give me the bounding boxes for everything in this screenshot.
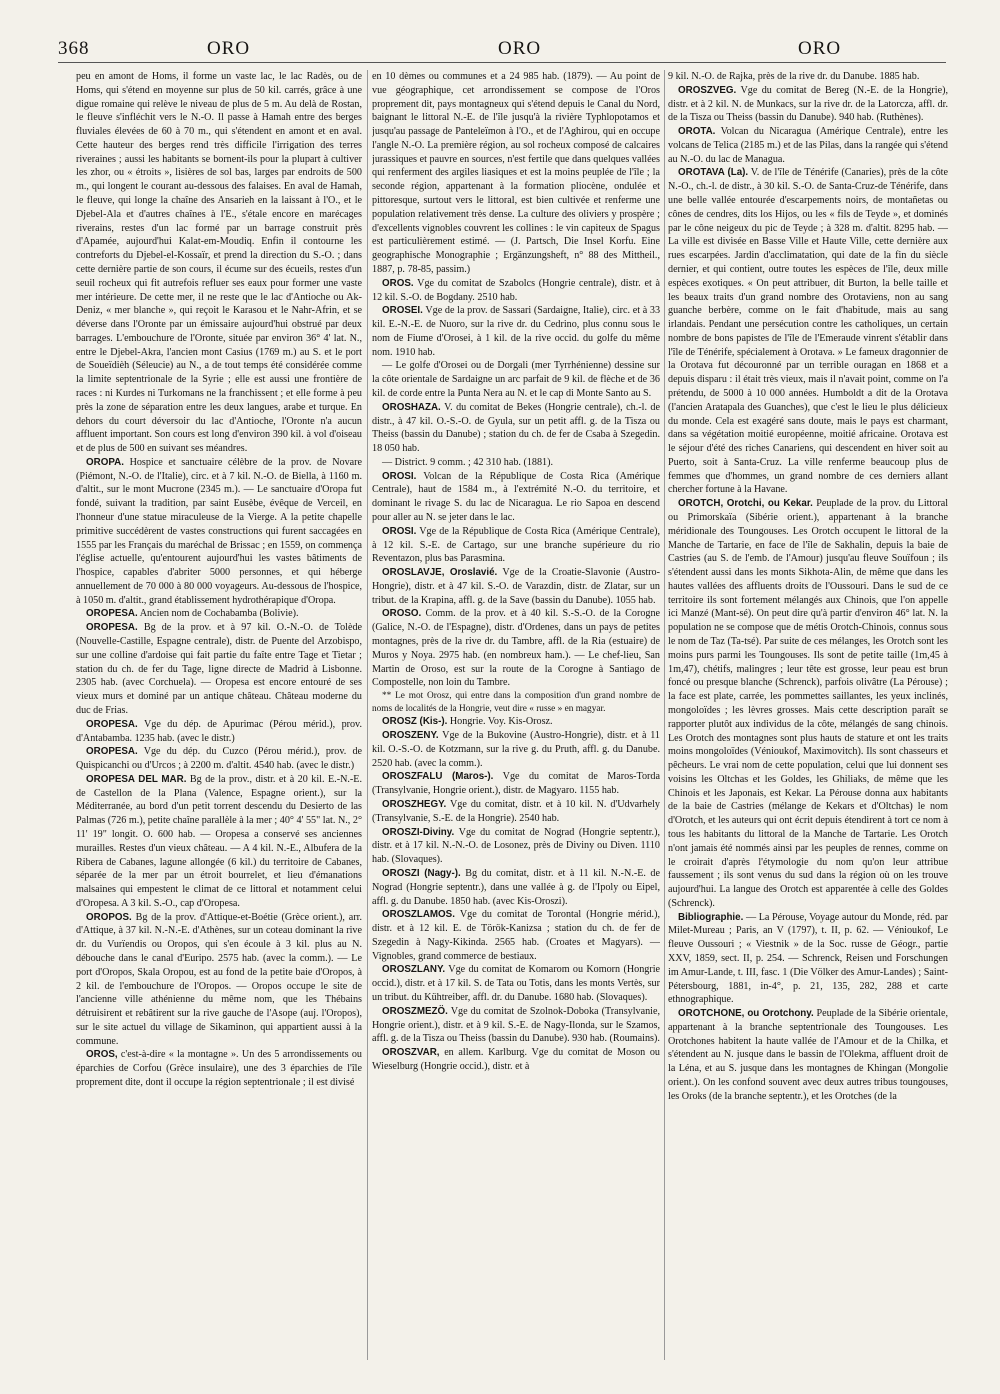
entry-text: — Le golfe d'Orosei ou de Dorgali (mer Tyrrhénienne) dessine sur la côte orientale de Sardaigne un arc parfait de 9 kil. de flèche et de 36 kil. de corde entre la Punta Nera au N. et le cap di Monte Santo au S. — [372, 360, 660, 399]
entry-headword: OROSZFALU (Maros-). — [382, 771, 494, 783]
entry-text: — La Pérouse, Voyage autour du Monde, réd. par Milet-Mureau ; Paris, an V (1797), t. II, p. 62. — Vénioukof, Le fleuve Oussouri ; « Viestnik » de la Soc. russe de Géogr., partie XXV, 1859, sect. II, p. 254. — Schrenck, Reisen und Forschungen im Amur-Lande, t. III, fasc. 1 (Die Völker des Amur-Landes) ; Saint-Pétersbourg, 1881, in-4°, p. 21, 135, 282, 288 et carte ethnographique. — [668, 911, 948, 1006]
dictionary-entry — [76, 1048, 362, 1089]
dictionary-entry — [76, 773, 362, 911]
entry-text: Peuplade de la prov. du Littoral ou Primorskaïa (Sibérie orient.), appartenant à la branche méridionale des Toungouses. Les Orotch occupent le littoral de la Manche de Tartarie, en face de l'île de Sakhalin, depuis la baie de Castries (au S. de l'emb. de l'Amour) jusqu'au fleuve Souïfoun ; ils s'étendent aussi dans les monts Sikhota-Alin, de même que dans les hautes vallées des affluents droits de l'Oussouri. Dans le sud de ce territoire ils sont fortement mélangés aux Chinois, que l'on appelle ici Manzé (Mant-sé). On peut dire qu'à partir d'environ 46° lat. N. la population ne se compose que de métis Orotch-Chinois, connus sous le nom de Taz (Ta-tsé). Par suite de ces mélanges, les Orotch sont les moins purs parmi les Toungouses. Ils sont de petite taille (1m,45 à 1m,47), chétifs, malingres ; leur tête est grosse, leur peau est brun foncé ou presque blanche (Schrenck), parfois olivâtre (La Pérouse) ; la face est plate, carrée, les pommettes saillantes, les yeux inclinés, mongoloïdes ; les lèvres grosses. Mais cette description paraît se rapporter plutôt aux individus de la côte, mélangés de sang chinois. Les Orotch des montagnes sont plus hauts de stature et ont les traits moins mongoloïdes (Vénioukof, Maximovitch). Ils sont chasseurs et pêcheurs. Le vrai nom de cette population, celui que lui donnent ses voisins les Oltchas et les Goldes, les Ghiliaks, de même que les Chinois et les Japonais, est Kekar. La Pérouse donna aux habitants de la baie de Castries (mélange de Kekars et d'Oltchas) le nom d'Orotch, et les auteurs qui ont écrit depuis étendirent à tort ce nom à tous les habitants du littoral de la Manche de Tartarie. Les Orotch n'ont jamais été nommés ainsi par les peuples de rennes, comme on le croirait d'après l'étymologie du nom qu'on leur attribue faussement ; ils sont venus du sud dans la région où on les trouve aujourd'hui. La langue des Orotch est apparentée à celle des Goldes (Schrenck). — [668, 498, 948, 909]
dictionary-entry — [76, 456, 362, 608]
column-divider — [664, 70, 665, 1360]
dictionary-entry — [372, 770, 660, 798]
entry-text: Vge du comitat, distr. et à 10 kil. N. d'Udvarhely (Transylvanie, S.-E. de la Hongrie). 2540 hab. — [372, 799, 660, 824]
dictionary-entry — [372, 566, 660, 607]
entry-headword: OROSI. — [382, 470, 417, 482]
entry-text: Vge du dép. de Apurimac (Pérou mérid.), prov. d'Antabamba. 1235 hab. (avec le distr.) — [76, 718, 362, 744]
text-column-1 — [76, 70, 362, 1360]
dictionary-entry — [372, 277, 660, 305]
dictionary-entry — [668, 911, 948, 1007]
entry-text: 9 kil. N.-O. de Rajka, près de la rive dr. du Danube. 1885 hab. — [668, 71, 920, 82]
entry-text: Ancien nom de Cochabamba (Bolivie). — [139, 608, 299, 620]
entry-headword: OROSO. — [382, 608, 422, 620]
entry-headword: OROSZENY. — [382, 730, 439, 742]
entry-headword: OROPESA. — [86, 718, 138, 730]
entry-headword: OROTCH, Orotchi, ou Kekar. — [678, 498, 813, 510]
entry-text: Bg de la prov. d'Attique-et-Boétie (Grèce orient.), arr. d'Attique, à 37 kil. N.-N.-E. d'Athènes, sur un coteau dominant la rive dr. du Vurïendis ou Oropos, qui s'en écoule à 3 kil. plus au N. débouche dans le canal d'Euripo. 2575 hab. (avec la comm.). — Le port d'Oropos, Skala Oropou, est au fond de la petite baie d'Oropos, à 2 kil. de l'embouchure de l'Oropos. — Oropos occupe le site de l'ancienne ville athénienne du même nom, que les Thébains détruisirent et rebâtirent sur la rive gauche de l'Asope (auj. l'Oropos), sur le site actuel du village de Sikaminon, qui appartient aussi à la commune. — [76, 911, 362, 1047]
dictionary-entry — [76, 745, 362, 773]
entry-headword: OROS, — [86, 1049, 118, 1061]
dictionary-entry — [76, 621, 362, 717]
dictionary-entry — [372, 798, 660, 826]
dictionary-entry — [668, 125, 948, 166]
entry-text: c'est-à-dire « la montagne ». Un des 5 arrondissements ou éparchies de Corfou (Grèce insulaire), une des 3 éparchies de l'île proprement dite, dont il occupe la région septentrionale ; il est divisé — [76, 1049, 362, 1089]
dictionary-entry — [372, 867, 660, 908]
entry-headword: OROPOS. — [86, 911, 132, 923]
dictionary-entry — [372, 908, 660, 963]
entry-text: V. de l'île de Ténérife (Canaries), près de la côte N.-O., ch.-l. de distr., à 30 kil. S.-O. de Santa-Cruz-de Ténérife, dans une belle vallée entourée d'escarpements noirs, de montañetas ou cônes de cendres, dits los Hijos, ou les « fils de Teyde », et dominés par le cône neigeux du pic de Teyde ; à 328 m. d'altit. 8295 hab. — La ville est divisée en Basse Ville et Haute Ville, cette dernière aux rues escarpées. Jardin d'acclimatation, qui date de la fin du siècle dernier, et qui contient, outre toutes les espèces de l'île, deux mille espèces exotiques. « On peut attribuer, dit Burton, la belle taille et les beaux traits d'un grand nombre des Orotaviens, non au sang guanche berbère, comme on le fait d'habitude, mais au sang irlandais. Pendant une persécution contre les catholiques, un certain nombre de bons papistes de l'île de l'Emeraude vinrent s'établir dans l'île de Ténérife, spécialement à Orotava. » Le fameux dragonnier de la Orotava fut découronné par un terrible ouragan en 1868 et a depuis disparu : il était très vieux, mais il n'avait point, comme on l'a prétendu, de 5000 à 10 000 années. Humboldt a dit de la Orotava (l'ancien Aratapala des Guanches), que c'est le lieu le plus délicieux du monde. Cela est exagéré sans doute, mais le pays est charmant, dans sa végétation moitié européenne, moitié africaine. Orotava est le séjour d'été des riches Canariens, qui descendent en hiver soit au Puerto, soit à Santa-Cruz. La ville renferme beaucoup plus de femmes que d'hommes, un grand nombre de ces derniers allant chercher fortune à la Havane. — [668, 167, 948, 496]
entry-text: — District. 9 comm. ; 42 310 hab. (1881). — [382, 456, 553, 468]
dictionary-entry — [372, 470, 660, 525]
entry-text: en 10 dèmes ou communes et a 24 985 hab. (1879). — Au point de vue géographique, cet arrondissement se compose de l'Oros proprement dit, pays montagneux qui s'étend depuis le Canal du Nord, baignant le littoral N.-E. de l'île jusqu'à la rivière Typhlopotamos et jusqu'au passage de Panteleïmon à l'O., et de l'Aghirou, qui en occupe l'angle N.-O. La première région, au sol rocheux composé de calcaires jurassiques et pauvre en sources, n'est fertile que dans quelques vallées qui renferment des argiles liasiques et est la moins peuplée de l'île ; la seconde région, appartenant à la formation pliocène, ondulée et pittoresque, surtout vers le littoral, est bien cultivée et renferme une population relativement très dense. La culture des oliviers y prospère ; d'excellents vignobles couvrent les collines : le vin capiteux de Spagus est particulièrement estimé. — (J. Partsch, Die Insel Korfu. Eine geographische Monographie ; Ergänzungsheft, n° 88 des Mittheil., 1887, p. 78-85, passim.) — [372, 71, 660, 275]
dictionary-entry — [372, 826, 660, 867]
entry-headword: OROPESA DEL MAR. — [86, 773, 187, 785]
entry-headword: OROSZVEG. — [678, 84, 737, 96]
entry-text: Vge du comitat de Maros-Torda (Transylvanie, Hongrie orient.), distr. de Magyaro. 1155 hab. — [372, 771, 660, 797]
entry-text: Bg de la prov. et à 97 kil. O.-N.-O. de Tolède (Nouvelle-Castille, Espagne centrale), distr. de Puente del Arzobispo, sur une colline d'ardoise qui fait partie du faîte entre Tage et Tietar ; station du ch. de fer du Tage, ligne directe de Madrid à Lisbonne. 2305 hab. (avec Corchuela). — Oropesa est encore entouré de ses vieux murs et dominé par un antique château. Château moderne du duc de Frias. — [76, 622, 362, 716]
entry-text: Vge du comitat de Nograd (Hongrie septentr.), distr. et à 17 kil. N.-N.-O. de Losonez, près de Diviny ou Diven. 1110 hab. (Slovaques). — [372, 826, 660, 866]
entry-text: Hongrie. Voy. Kis-Orosz. — [449, 716, 553, 728]
entry-headword: OROSEI. — [382, 305, 423, 317]
entry-text: Bg de la prov., distr. et à 20 kil. E.-N.-E. de Castellon de la Plana (Valence, Espagne orient.), sur la Méditerranée, au bord d'un petit torrent descendu du Desierto de las Palmas (726 m.), petite chaîne parallèle à la mer ; 40° 4' 55" lat. N., 2° 11' 19" longit. O. 600 hab. — Oropesa a conservé ses anciennes murailles. Restes d'un vieux château. — A 4 kil. N.-E., Albufera de la Ribera de Cabanes, lagune allongée (6 kil.) du territoire de Cabanes, séparée de la mer par un étroit bourrelet, et lieu d'émanations malsaines qui empestent le climat de ce littoral et notamment celui d'Oropesa. A 3 kil. S.-O., cap d'Oropesa. — [76, 773, 362, 909]
entry-text: Hospice et sanctuaire célèbre de la prov. de Novare (Piémont, N.-O. de l'Italie), circ. et à 7 kil. N.-O. de Biella, à 1160 m. d'altit., sur le mont Mucrone (2345 m.). — Le sanctuaire d'Oropa fut fondé, suivant la tradition, par saint Eusèbe, évêque de Verceil, en l'honneur d'une statue miraculeuse de la Vierge. A la petite chapelle primitive succédèrent de vastes constructions qui furent saccagées en 1555 par les Français du maréchal de Brissac ; en 1559, on commença l'église actuelle, qu'entourent aujourd'hui les vastes bâtiments de l'hospice, capables d'abriter 5000 personnes, et qui héberge annuellement de 70 000 à 80 000 voyageurs. Au-dessous de l'hospice, à 1050 m. d'altit., grand établissement hydrothérapique d'Oropa. — [76, 456, 362, 606]
entry-text: Vge de la prov. de Sassari (Sardaigne, Italie), circ. et à 33 kil. E.-N.-E. de Nuoro, sur la rive dr. du Cedrino, plus connu sous le nom de Fiume d'Orosei, à 1 kil. de la rive occid. du golfe du même nom. 1910 hab. — [372, 305, 660, 358]
entry-text: Vge du dép. du Cuzco (Pérou mérid.), prov. de Quispicanchi ou d'Urcos ; à 2200 m. d'altit. 4540 hab. (avec le distr.) — [76, 746, 362, 772]
entry-text: Vge du comitat de Torontal (Hongrie mérid.), distr. et à 12 kil. E. de Török-Kanizsa ; station du ch. de fer de Szegedin à Nagy-Kikinda. 2565 hab. (Croates et Magyars). — Vignobles, grand commerce de bestiaux. — [372, 909, 660, 962]
entry-headword: OROPESA. — [86, 608, 138, 620]
entry-text: Bg du comitat, distr. et à 11 kil. N.-N.-E. de Nograd (Hongrie septentr.), dans une vallée à g. de l'Ipoly ou Eipel, affl. g. du Danube. 1850 hab. (avec Kis-Oroszi). — [372, 867, 660, 907]
entry-headword: OROSZI (Nagy-). — [382, 867, 461, 879]
entry-headword: OROSZLANY. — [382, 964, 446, 976]
entry-text: ** Le mot Orosz, qui entre dans la composition d'un grand nombre de noms de localités de la Hongrie, veut dire « russe » en magyar. — [372, 691, 660, 714]
entry-text: Vge du comitat de Komarom ou Komorn (Hongrie occid.), distr. et à 17 kil. S. de Tata ou Totis, dans les monts Vertès, sur un tribut. du Kühtreiber, affl. dr. du Danube. 1680 hab. (Slovaques). — [372, 964, 660, 1003]
dictionary-entry — [668, 497, 948, 910]
entry-headword: OROTAVA (La). — [678, 167, 749, 179]
entry-headword: OROSLAVJE, Oroslavié. — [382, 567, 498, 579]
dictionary-entry — [372, 525, 660, 566]
dictionary-entry — [668, 1007, 948, 1103]
entry-headword: Bibliographie. — [678, 911, 744, 923]
dictionary-entry — [372, 729, 660, 770]
dictionary-entry — [668, 84, 948, 125]
dictionary-entry — [372, 1046, 660, 1074]
entry-headword: OROTA. — [678, 126, 716, 138]
dictionary-entry — [76, 607, 362, 621]
entry-headword: OROSZLAMOS. — [382, 909, 455, 921]
dictionary-entry — [372, 401, 660, 456]
column-divider — [367, 70, 368, 1360]
entry-continuation — [372, 359, 660, 400]
entry-text: Vge du comitat de Bereg (N.-E. de la Hongrie), distr. et à 2 kil. N. de Munkacs, sur la rive dr. de la Latorcza, affl. dr. de la Tisza ou Theiss (bassin du Danube). 940 hab. (Ruthènes). — [668, 84, 948, 124]
entry-continuation — [372, 456, 660, 470]
header-rule — [58, 62, 946, 63]
entry-headword: OROPESA. — [86, 622, 138, 634]
entry-text: peu en amont de Homs, il forme un vaste lac, le lac Radès, ou de Homs, qui s'étend en moyenne sur plus de 50 kil. carrés, grâce à une digue romaine qui relève le niveau de plus de 5 m. Au delà de Rostan, le fleuve s'infléchit vers le N.-O. Il passe à Hamah entre des berges fluviales élevées de 60 à 70 m., qui s'étendent en amont et en aval. Cette hauteur des berges rend très difficile l'irrigation des terres riveraines ; aussi les habitants se bornent-ils pour la plupart à cultiver les zhor, ou « étroits », lisières de sol bas, larges par endroits de 500 m., qui longent le courant au-dessous des falaises. En aval de Hamah, le fleuve, qui longe la chaîne des Ansarieh en la laissant à l'O., et le Djebel-Ala et d'autres chaînes à l'E., s'étale encore en marécages riverains, restes d'un lac formé par un barrage construit près d'Apamée, aujourd'hui Kalat-em-Moudiq. Enfin il contourne les contreforts du Djebel-el-Kossaïr, et prend la direction du S.-O. ; dans cette dernière partie de son cours, il écume sur des écueils, restes d'un seuil rocheux qui fit autrefois refluer ses eaux pour former une vaste mer intérieure. De cette mer, il ne reste que le lac d'Antioche ou Ak-Deniz, « mer blanche », qui reçoit le Karasou et le Nahr-Afrin, et se déverse dans l'Oronte par un émissaire aujourd'hui obstrué par deux barrages. L'embouchure de l'Oronte, située par environ 36° 4' lat. N., entre le Djebel-Akra, l'ancien mont Casius (1769 m.) au S. et le port de Soueïdièh (Séleucie) au N., a de tout temps été considérée comme la limite septentrionale de la Syrie ; elle est aussi une frontière de races : ni Kurdes ni Turkomans ne la franchissent ; et elle forme à peu près la zone de séparation entre les deux langues, arabe et turque. En dehors du court déversoir du lac d'Antioche, l'Oronte n'a aucun affluent important. Son cours est long d'environ 390 kil. à vol d'oiseau et de plus de 500 en suivant ses méandres. — [76, 71, 362, 455]
dictionary-entry — [372, 1005, 660, 1046]
entry-continuation — [372, 690, 660, 715]
entry-headword: OROPA. — [86, 456, 124, 468]
entry-text: Vge du comitat de Szolnok-Doboka (Transylvanie, Hongrie orient.), distr. et à 9 kil. S.-E. de Nagy-Ilonda, sur le Szamos, affl. g. de la Tisza ou Theiss (bassin du Danube). 930 hab. (Roumains). — [372, 1005, 660, 1045]
entry-text: V. du comitat de Bekes (Hongrie centrale), ch.-l. de distr., à 47 kil. O.-S.-O. de Gyula, sur un petit affl. g. de la Tisza ou Theiss (bassin du Danube) ; station du ch. de fer de Csaba à Szegedin. 18 050 hab. — [372, 401, 660, 455]
entry-text: Vge de la Bukovine (Austro-Hongrie), distr. et à 11 kil. O.-S.-O. de Kotzmann, sur la rive g. du Pruth, affl. g. du Danube. 2520 hab. (avec la comm.). — [372, 730, 660, 769]
text-column-3 — [668, 70, 948, 1360]
dictionary-entry — [76, 718, 362, 746]
entry-headword: OROSZ (Kis-). — [382, 716, 448, 728]
entry-text: en allem. Karlburg. Vge du comitat de Moson ou Wieselburg (Hongrie occid.), distr. et à — [372, 1047, 660, 1072]
running-head-center: ORO — [498, 38, 542, 59]
text-column-2 — [372, 70, 660, 1360]
entry-text: Peuplade de la Sibérie orientale, appartenant à la branche septentrionale des Toungouses. Les Orotchones habitent la haute vallée de l'Amour et de la Chilka, et s'étendent au N. jusque dans le bassin de l'Olekma, affluent droit de la Léna, et au S. jusque dans les montagnes de Khingan (Mongolie orient.). On les confond souvent avec deux autres tribus toungouses, les Oroks (de la branche septentr.), et les Orotches (de la — [668, 1008, 948, 1102]
dictionary-entry — [372, 715, 660, 729]
entry-headword: OROSZVAR, — [382, 1047, 440, 1059]
entry-text: Comm. de la prov. et à 40 kil. S.-S.-O. de la Corogne (Galice, N.-O. de l'Espagne), distr. d'Ordenes, dans un pays de petites montagnes, près de la rive dr. du Tambre, affl. de la Ria (estuaire) de Muros y Noya. 2975 hab. (en nombreux ham.). — Le chef-lieu, San Martin de Oroso, est sur la route de la Corogne à Santiago de Compostelle, non loin du Tambre. — [372, 608, 660, 689]
entry-headword: OROSHAZA. — [382, 401, 441, 413]
dictionary-entry — [372, 607, 660, 690]
running-head-left: ORO — [207, 38, 251, 59]
dictionary-entry — [372, 304, 660, 359]
entry-headword: OROPESA. — [86, 746, 138, 758]
entry-continuation — [372, 70, 660, 277]
dictionary-entry — [668, 166, 948, 497]
entry-text: Volcan du Nicaragua (Amérique Centrale), entre les volcans de Telica (2185 m.) et de las Pilas, dans la rangée qui s'étend au N.-O. du lac de Managua. — [668, 126, 948, 165]
entry-continuation — [76, 70, 362, 456]
dictionary-entry — [76, 911, 362, 1049]
running-head-right: ORO — [798, 38, 842, 59]
entry-headword: OROSI. — [382, 525, 417, 537]
entry-text: Vge du comitat de Szabolcs (Hongrie centrale), distr. et à 12 kil. S.-O. de Bogdany. 2510 hab. — [372, 277, 660, 303]
entry-headword: OROSZHEGY. — [382, 799, 447, 811]
entry-headword: OROS. — [382, 277, 414, 289]
entry-text: Vge de la République de Costa Rica (Amérique Centrale), à 12 kil. S.-E. de Cartago, sur une branche supérieure du rio Reventazon, plus bas Parasmina. — [372, 525, 660, 565]
entry-headword: OROSZMEZÖ. — [382, 1005, 448, 1017]
entry-headword: OROTCHONE, ou Orotchony. — [678, 1008, 814, 1020]
entry-headword: OROSZI-Diviny. — [382, 826, 455, 838]
entry-continuation — [668, 70, 948, 84]
dictionary-entry — [372, 963, 660, 1004]
entry-text: Vge de la Croatie-Slavonie (Austro-Hongrie), distr. et à 47 kil. S.-O. de Varazdin, distr. de Zlatar, sur un tribut. de la Krapina, affl. g. de la Save (bassin du Danube). 1055 hab. — [372, 567, 660, 606]
page-number: 368 — [58, 38, 90, 59]
entry-text: Volcan de la République de Costa Rica (Amérique Centrale), haut de 1584 m., à l'extrémité N.-O. du territoire, et dominant le rivage S. du lac de Nicaragua. Le rio Sapoa en descend pour aller au N. se jeter dans le lac. — [372, 470, 660, 523]
